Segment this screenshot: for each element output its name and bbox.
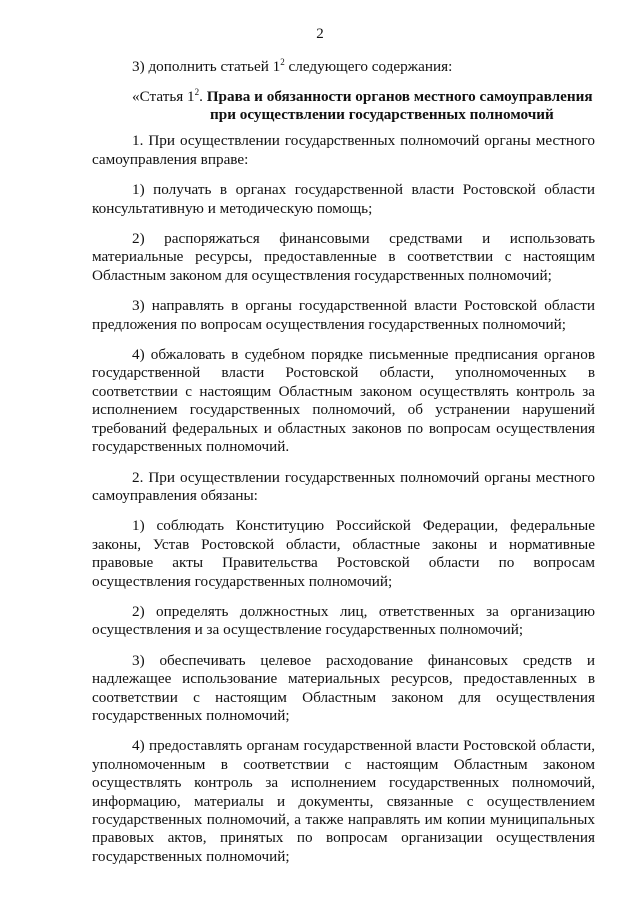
paragraph-2-item-4: 4) предоставлять органам государственной власти Ростовской области, уполномоченным в соответствии с настоящим Областным законом осуществлять контроль за исполнением государственных полномочий, информацию, материалы и документы, связанные с осуществлением государственных полномочий, а также направлять им копии муниципальных правовых актов, принятых по вопросам организации осуществления государственных полномочий; <box>92 737 595 865</box>
intro-superscript: 2 <box>280 56 285 67</box>
document-body <box>92 58 595 878</box>
article-superscript: 2 <box>194 87 200 98</box>
intro-text-after: следующего содержания: <box>284 58 453 75</box>
paragraph-1-item-3: 3) направлять в органы государственной власти Ростовской области предложения по вопросам осуществления государственных полномочий; <box>92 297 595 333</box>
paragraph-2-item-3: 3) обеспечивать целевое расходование финансовых средств и надлежащее использование материальных ресурсов, предоставленных в соответствии с настоящим Областным законом для осуществления государственных полномочий; <box>92 651 595 724</box>
article-prefix: «Статья 1 <box>132 88 195 106</box>
article-heading <box>92 88 595 124</box>
paragraph-2-item-1: 1) соблюдать Конституцию Российской Федерации, федеральные законы, Устав Ростовской области, областные законы и нормативные правовые акты Правительства Ростовской области по вопросам осуществления государственных полномочий; <box>92 517 595 590</box>
article-title-line2: при осуществлении государственных полномочий <box>210 106 554 124</box>
intro-text-before: 3) дополнить статьей 1 <box>132 58 281 75</box>
article-dot: . <box>199 88 207 106</box>
paragraph-1-item-4: 4) обжаловать в судебном порядке письменные предписания органов государственной власти Ростовской области, уполномоченных в соответствии с настоящим Областным законом осуществлять контроль за исполнением государственных полномочий, об устранении нарушений требований федеральных и областных законов по вопросам осуществления государственных полномочий. <box>92 346 595 456</box>
article-title-line1: Права и обязанности органов местного самоуправления <box>206 88 593 106</box>
paragraph-2-item-2: 2) определять должностных лиц, ответственных за организацию осуществления и за осуществление государственных полномочий; <box>92 602 595 639</box>
paragraph-2: 2. При осуществлении государственных полномочий органы местного самоуправления обязаны: <box>92 468 595 504</box>
paragraph-1: 1. При осуществлении государственных полномочий органы местного самоуправления вправе: <box>92 132 595 168</box>
paragraph-1-item-1: 1) получать в органах государственной власти Ростовской области консультативную и методическую помощь; <box>92 181 595 217</box>
paragraph-1-item-2: 2) распоряжаться финансовыми средствами и использовать материальные ресурсы, предоставленные в соответствии с настоящим Областным законом для осуществления государственных полномочий; <box>92 230 595 284</box>
page-number: 2 <box>316 26 324 42</box>
intro-paragraph <box>92 58 595 76</box>
